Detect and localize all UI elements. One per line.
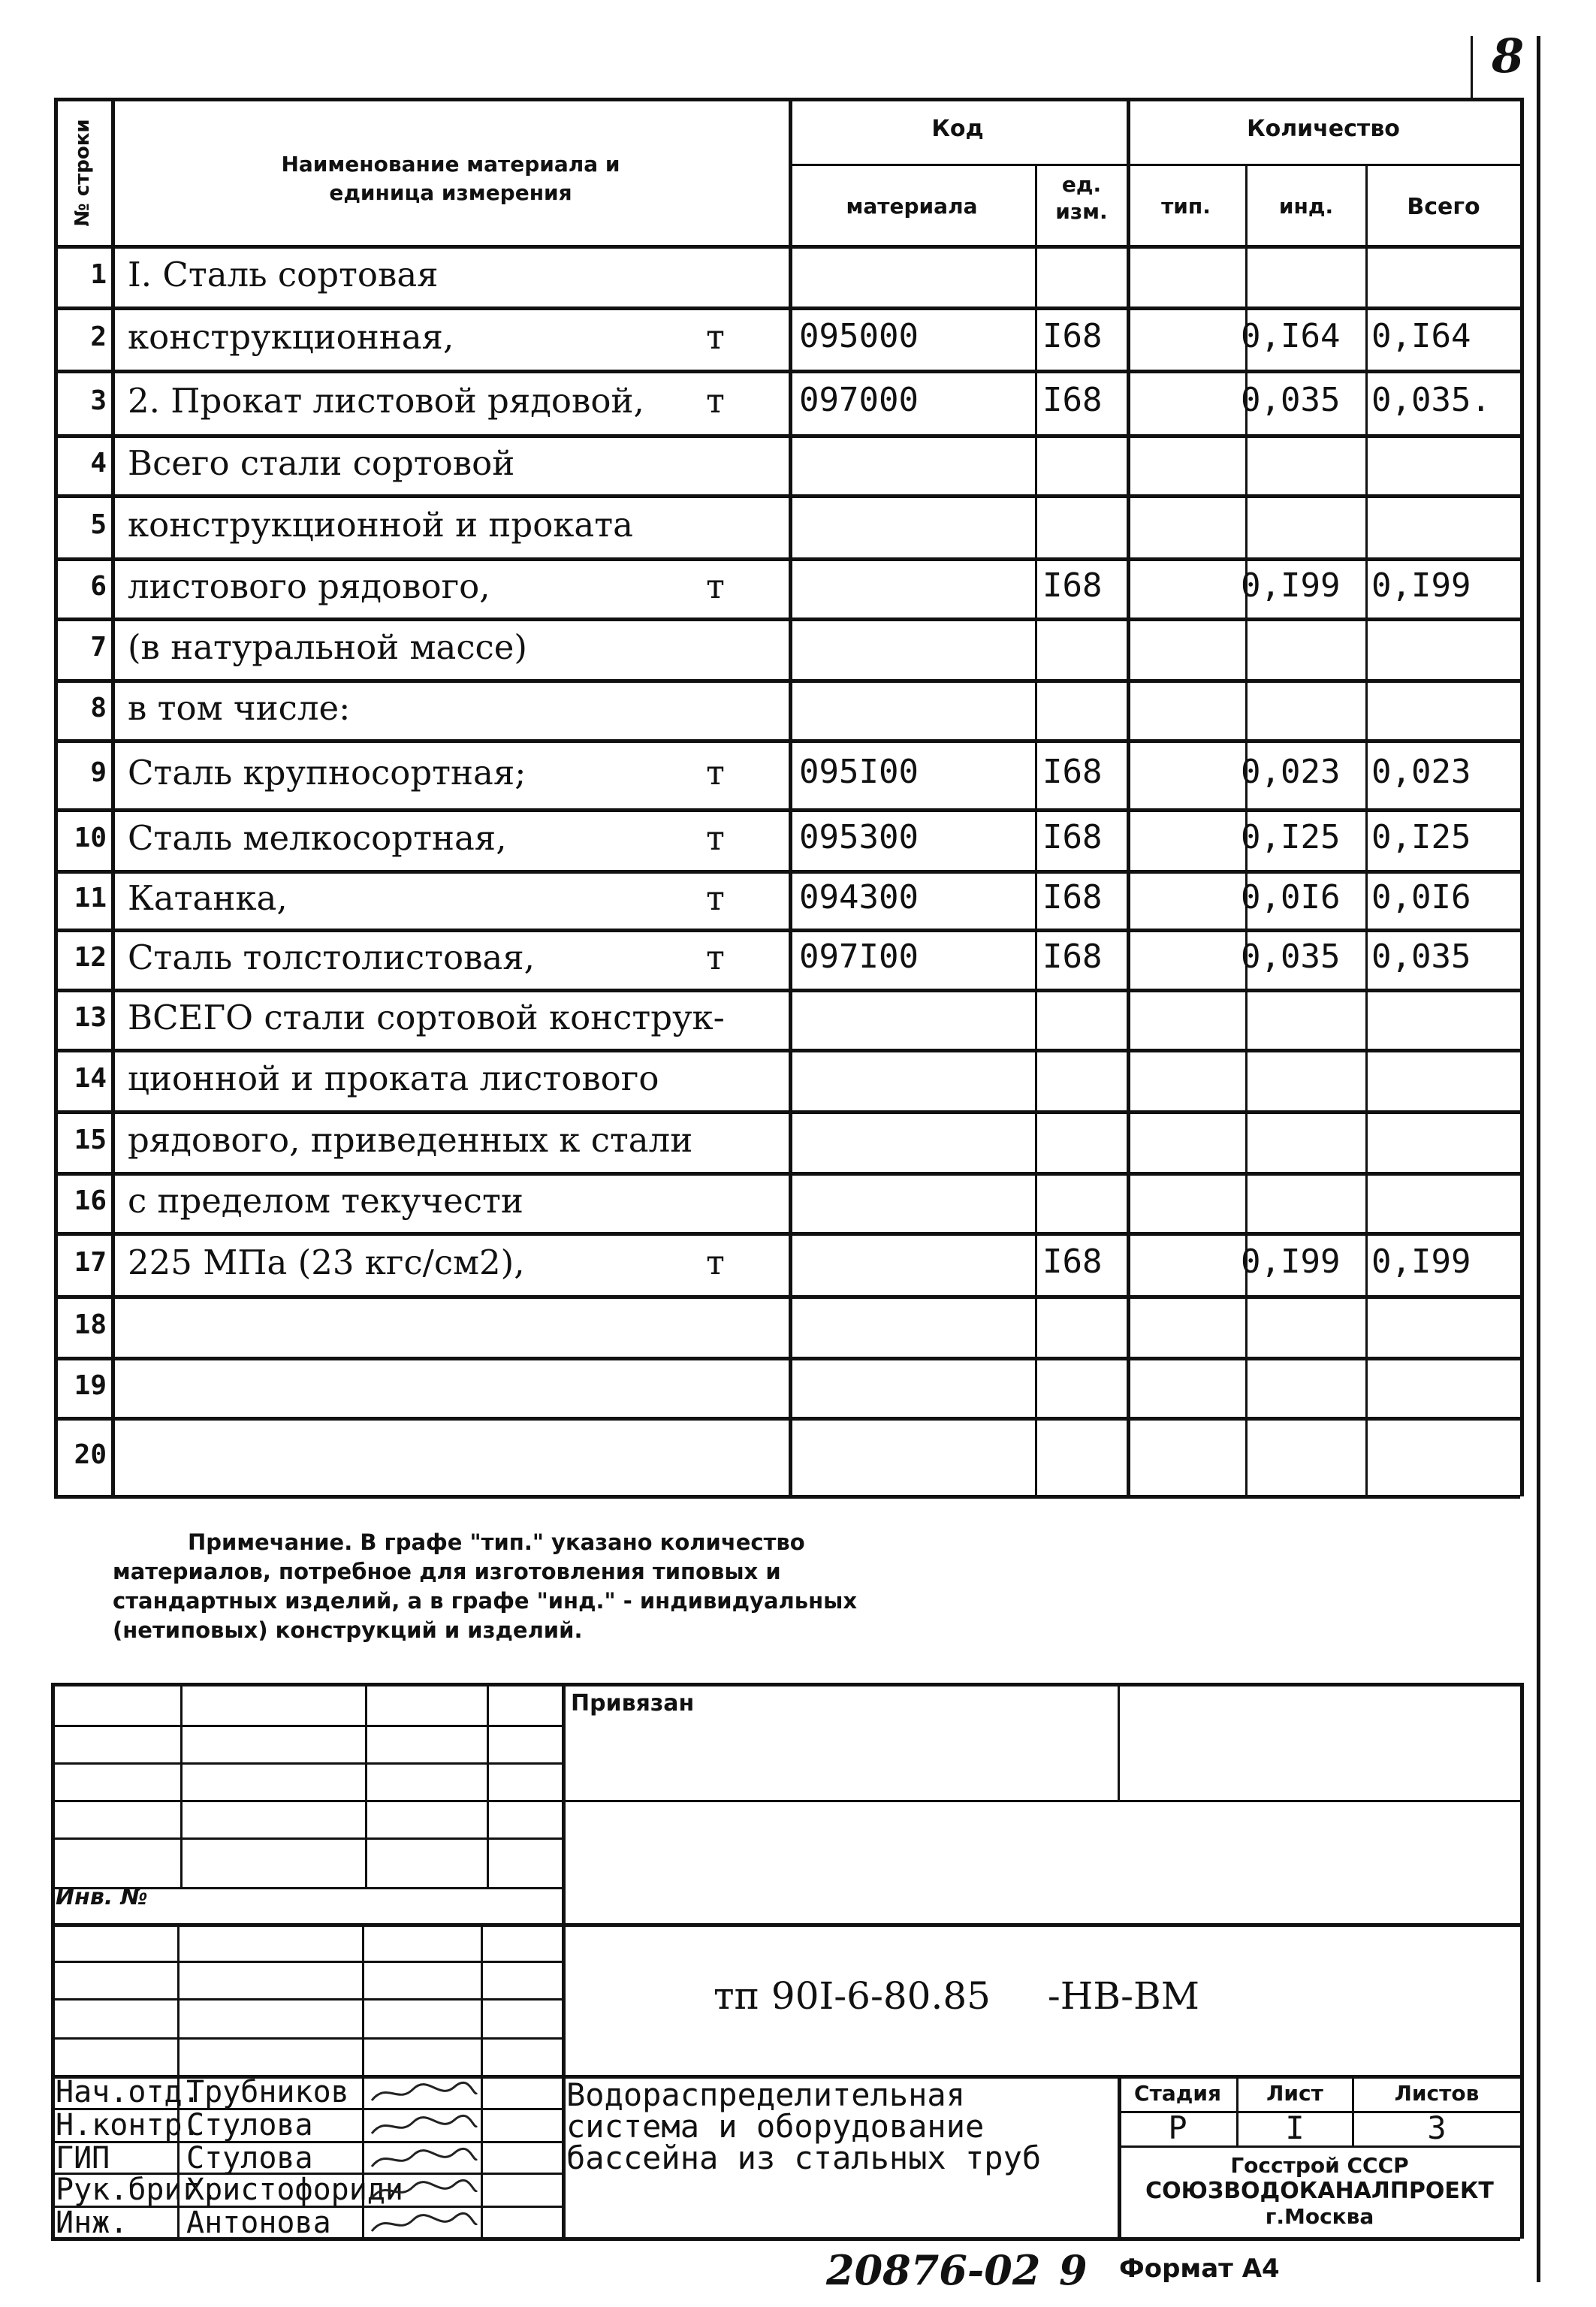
table-bottom-border	[54, 1495, 1520, 1499]
header-bottom	[54, 245, 1520, 249]
note-line-1: Примечание. В графе "тип." указано количество	[188, 1529, 805, 1555]
row-izm: I68	[1042, 381, 1103, 419]
doc-title-line-1: Водораспределительная	[566, 2076, 966, 2113]
row-ind: 0,035	[1241, 938, 1341, 976]
doc-title-line-3: бассейна из стальных труб	[566, 2139, 1042, 2176]
row-izm: I68	[1042, 1243, 1103, 1281]
row-name: ВСЕГО стали сортовой конструк-	[128, 998, 725, 1037]
row-separator	[54, 989, 1520, 992]
stamp-grid-h4	[51, 1837, 562, 1840]
row-number: 13	[74, 1002, 107, 1033]
header-row-no: № строки	[71, 119, 94, 227]
row-total: 0,023	[1371, 753, 1471, 791]
row-number: 6	[90, 571, 107, 602]
org-block	[1119, 2153, 1520, 2230]
row-unit: т	[706, 753, 725, 793]
row-name: ционной и проката листового	[128, 1058, 659, 1098]
doc-code	[714, 1974, 1199, 2018]
row-total: 0,035	[1371, 938, 1471, 976]
note-line-2: материалов, потребное для изготовления типовых и	[113, 1559, 781, 1584]
row-separator	[54, 1110, 1520, 1114]
row-separator	[54, 1232, 1520, 1236]
row-separator	[54, 434, 1520, 438]
row-ind: 0,023	[1241, 753, 1341, 791]
stage-label: Стадия	[1134, 2081, 1221, 2106]
privyazan-label: Привязан	[571, 1690, 695, 1717]
row-separator	[54, 1049, 1520, 1052]
row-separator	[54, 370, 1520, 373]
row-izm: I68	[1042, 818, 1103, 856]
row-number: 20	[74, 1439, 107, 1470]
row-separator	[54, 494, 1520, 498]
row-name: Сталь мелкосортная,	[128, 818, 507, 858]
row-total: 0,I64	[1371, 317, 1471, 355]
row-unit: т	[706, 381, 725, 421]
row-separator	[54, 557, 1520, 561]
row-name: 225 МПа (23 кгс/см2),	[128, 1243, 525, 1282]
row-separator	[54, 1357, 1520, 1360]
signature-mark	[368, 2144, 481, 2174]
stamp-right	[1520, 1683, 1524, 2239]
row-unit: т	[706, 566, 725, 606]
header-code-unit: ед. изм.	[1055, 172, 1108, 224]
mark-divider	[1471, 36, 1473, 98]
stamp-low-v3	[481, 1923, 483, 2239]
row-name: в том числе:	[128, 688, 351, 728]
signer-role: Инж.	[56, 2206, 128, 2240]
row-number: 14	[74, 1063, 107, 1094]
row-number: 8	[90, 693, 107, 723]
row-izm: I68	[1042, 753, 1103, 791]
row-name: (в натуральной массе)	[128, 627, 527, 667]
format-label: Формат А4	[1119, 2254, 1280, 2284]
stamp-low-h3	[51, 2037, 562, 2040]
row-separator	[54, 870, 1520, 874]
row-izm: I68	[1042, 878, 1103, 916]
signature-mark	[368, 2078, 481, 2108]
row-izm: I68	[1042, 566, 1103, 605]
row-total: 0,0I6	[1371, 878, 1471, 916]
doc-code-suffix: -НВ-ВМ	[1047, 1974, 1199, 2018]
row-separator	[54, 739, 1520, 743]
row-separator	[54, 618, 1520, 621]
row-ind: 0,I64	[1241, 317, 1341, 355]
row-name: Катанка,	[128, 878, 288, 918]
stamp-grid-v1	[180, 1683, 183, 1887]
stamp-mid-h	[51, 1923, 1520, 1927]
stamp-grid-v3	[487, 1683, 489, 1887]
note	[113, 1528, 857, 1645]
row-name: Сталь крупносортная;	[128, 753, 526, 793]
stamp-grid-h1	[51, 1725, 562, 1727]
row-name: Всего стали сортовой	[128, 443, 515, 483]
row-number: 3	[90, 385, 107, 416]
header-qty-group: Количество	[1247, 116, 1400, 142]
note-line-3: стандартных изделий, а в графе "инд." - индивидуальных	[113, 1588, 858, 1614]
sheet-value: I	[1285, 2109, 1305, 2146]
header-name: Наименование материала и единица измерения	[281, 152, 620, 205]
doc-title-line-2: система и оборудование	[566, 2108, 985, 2145]
stamp-grid-h3	[51, 1800, 562, 1802]
row-number: 10	[74, 823, 107, 853]
row-code: 094300	[799, 878, 919, 916]
row-code: 095I00	[799, 753, 919, 791]
table-right-border	[1520, 98, 1524, 1496]
privyazan-bottom	[562, 1800, 1520, 1802]
row-total: 0,035.	[1371, 381, 1491, 419]
row-code: 097000	[799, 381, 919, 419]
page-number: 9	[1059, 2246, 1088, 2294]
row-izm: I68	[1042, 938, 1103, 976]
row-unit: т	[706, 1243, 725, 1282]
stamp-grid-h2	[51, 1762, 562, 1765]
sheets-label: Листов	[1394, 2081, 1480, 2106]
table-top-border	[54, 98, 1520, 101]
signer-role: Рук.бриг.	[56, 2173, 219, 2207]
signature-mark	[368, 2209, 481, 2239]
row-unit: т	[706, 818, 725, 858]
row-ind: 0,035	[1241, 381, 1341, 419]
row-separator	[54, 1172, 1520, 1176]
row-number: 17	[74, 1247, 107, 1278]
header-subline	[789, 164, 1520, 166]
row-code: 095000	[799, 317, 919, 355]
row-total: 0,I25	[1371, 818, 1471, 856]
row-name: листового рядового,	[128, 566, 490, 606]
row-separator	[54, 929, 1520, 932]
signature-mark	[368, 2111, 481, 2141]
stamp-main-v	[562, 1683, 566, 2239]
row-separator	[54, 1295, 1520, 1299]
sheets-value: 3	[1427, 2109, 1447, 2146]
row-separator	[54, 1417, 1520, 1421]
row-unit: т	[706, 938, 725, 977]
row-number: 5	[90, 509, 107, 540]
archive-number: 20876-02	[826, 2246, 1041, 2294]
row-unit: т	[706, 878, 725, 918]
row-separator	[54, 679, 1520, 683]
row-number: 18	[74, 1309, 107, 1340]
header-qty-total: Всего	[1407, 194, 1480, 220]
row-name: I. Сталь сортовая	[128, 255, 439, 294]
signer-name: Христофориди	[186, 2173, 403, 2207]
inv-no-label: Инв. №	[56, 1884, 148, 1910]
header-qty-typ: тип.	[1161, 194, 1211, 219]
stage-value: Р	[1168, 2109, 1187, 2146]
row-number: 2	[90, 322, 107, 352]
row-ind: 0,I99	[1241, 566, 1341, 605]
row-ind: 0,I25	[1241, 818, 1341, 856]
row-separator	[54, 306, 1520, 310]
row-name: 2. Прокат листовой рядовой,	[128, 381, 644, 421]
note-line-4: (нетиповых) конструкций и изделий.	[113, 1617, 583, 1643]
signature-mark	[368, 2176, 481, 2206]
row-number: 9	[90, 757, 107, 788]
signer-role: Н.контр.	[56, 2108, 201, 2142]
signer-role: ГИП	[56, 2141, 110, 2176]
row-name: рядового, приведенных к стали	[128, 1120, 693, 1160]
row-code: 095300	[799, 818, 919, 856]
row-number: 15	[74, 1125, 107, 1155]
sheet-label: Лист	[1266, 2081, 1323, 2106]
stamp-low-h2	[51, 1998, 562, 2001]
header-qty-ind: инд.	[1278, 194, 1334, 219]
doc-title	[566, 2076, 1042, 2176]
row-name: с пределом текучести	[128, 1181, 523, 1221]
org-line-1: Госстрой СССР	[1230, 2153, 1409, 2178]
row-unit: т	[706, 317, 725, 357]
privyazan-divider	[1118, 1683, 1120, 1800]
row-total: 0,I99	[1371, 566, 1471, 605]
row-total: 0,I99	[1371, 1243, 1471, 1281]
stamp-top	[51, 1683, 1520, 1686]
row-name: конструкционной и проката	[128, 505, 633, 545]
signer-role: Нач.отд.	[56, 2075, 201, 2109]
row-ind: 0,0I6	[1241, 878, 1341, 916]
row-izm: I68	[1042, 317, 1103, 355]
signer-name: Трубников	[186, 2075, 349, 2109]
row-number: 7	[90, 632, 107, 663]
signer-name: Антонова	[186, 2206, 331, 2240]
doc-code-main: тп 90I-6-80.85	[714, 1974, 991, 2018]
signer-name: Стулова	[186, 2108, 313, 2142]
right-border-line	[1537, 36, 1540, 2282]
row-name: Сталь толстолистовая,	[128, 938, 535, 977]
row-number: 12	[74, 942, 107, 973]
row-name: конструкционная,	[128, 317, 454, 357]
row-ind: 0,I99	[1241, 1243, 1341, 1281]
row-number: 1	[90, 259, 107, 290]
row-number: 19	[74, 1370, 107, 1401]
sheet-mark: 8	[1492, 29, 1525, 83]
header-code-group: Код	[931, 116, 984, 142]
row-number: 4	[90, 448, 107, 479]
row-separator	[54, 808, 1520, 812]
header-code-material: материала	[846, 194, 978, 219]
row-number: 11	[74, 883, 107, 913]
stamp-grid-v2	[365, 1683, 367, 1887]
org-line-2: СОЮЗВОДОКАНАЛПРОЕКТ	[1145, 2178, 1494, 2204]
signer-name: Стулова	[186, 2141, 313, 2176]
row-number: 16	[74, 1185, 107, 1216]
org-line-3: г.Москва	[1265, 2204, 1374, 2229]
stamp-low-h1	[51, 1961, 562, 1963]
row-code: 097I00	[799, 938, 919, 976]
